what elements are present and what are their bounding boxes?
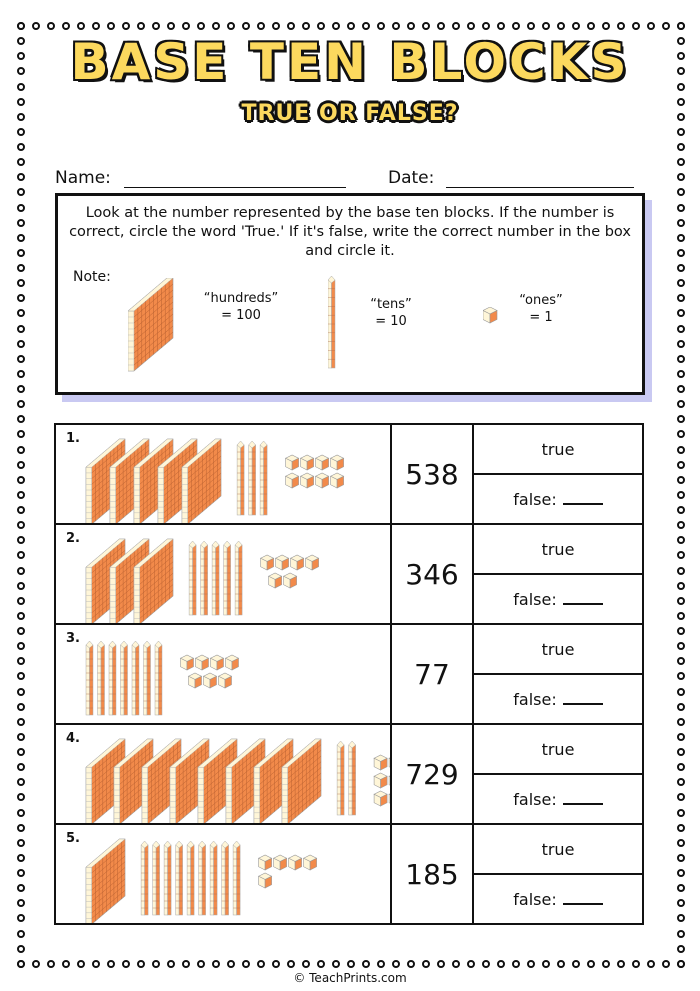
true-option[interactable]: [473, 724, 643, 774]
border-dot: [392, 22, 400, 30]
border-dot: [17, 294, 25, 302]
border-dot: [17, 461, 25, 469]
tens-legend: [363, 296, 419, 330]
border-dot: [332, 22, 340, 30]
border-dot: [17, 930, 25, 938]
border-dot: [392, 960, 400, 968]
border-dot: [497, 960, 505, 968]
blocks-cell: [55, 824, 391, 924]
dotted-border-bottom: [17, 960, 685, 968]
border-dot: [677, 884, 685, 892]
border-dot: [167, 960, 175, 968]
question-number: 2.: [66, 531, 80, 546]
tens-value: = 10: [375, 314, 407, 329]
true-label: true: [541, 839, 575, 859]
dotted-border-left: [17, 22, 25, 968]
border-dot: [677, 899, 685, 907]
border-dot: [17, 672, 25, 680]
name-label: Name:: [55, 168, 111, 188]
border-dot: [107, 22, 115, 30]
border-dot: [17, 158, 25, 166]
border-dot: [677, 355, 685, 363]
blocks-cell: [55, 524, 391, 624]
border-dot: [677, 839, 685, 847]
shown-number: 346: [391, 524, 473, 624]
border-dot: [17, 355, 25, 363]
true-option[interactable]: [473, 624, 643, 674]
copyright: © TeachPrints.com: [293, 971, 407, 985]
border-dot: [677, 960, 685, 968]
border-dot: [677, 657, 685, 665]
true-label: true: [541, 639, 575, 659]
border-dot: [17, 809, 25, 817]
instructions-box: [55, 193, 645, 395]
border-dot: [677, 672, 685, 680]
border-dot: [677, 173, 685, 181]
border-dot: [362, 960, 370, 968]
dotted-border-top: [17, 22, 685, 30]
border-dot: [17, 839, 25, 847]
border-dot: [677, 627, 685, 635]
border-dot: [587, 22, 595, 30]
true-label: true: [541, 439, 575, 459]
border-dot: [137, 960, 145, 968]
base-ten-blocks-icon: [56, 525, 390, 623]
border-dot: [17, 884, 25, 892]
border-dot: [17, 219, 25, 227]
false-option[interactable]: [473, 574, 643, 624]
blocks-cell: [55, 424, 391, 524]
border-dot: [77, 22, 85, 30]
border-dot: [107, 960, 115, 968]
border-dot: [512, 22, 520, 30]
border-dot: [17, 960, 25, 968]
border-dot: [62, 22, 70, 30]
border-dot: [17, 748, 25, 756]
border-dot: [422, 960, 430, 968]
border-dot: [647, 960, 655, 968]
question-number: 3.: [66, 631, 80, 646]
question-number: 5.: [66, 831, 80, 846]
hundreds-name: “hundreds”: [203, 291, 279, 306]
border-dot: [17, 188, 25, 196]
border-dot: [257, 22, 265, 30]
border-dot: [182, 960, 190, 968]
border-dot: [17, 22, 25, 30]
border-dot: [677, 400, 685, 408]
border-dot: [242, 960, 250, 968]
border-dot: [512, 960, 520, 968]
border-dot: [467, 960, 475, 968]
border-dot: [287, 960, 295, 968]
questions-table: [54, 423, 644, 925]
border-dot: [677, 476, 685, 484]
border-dot: [17, 234, 25, 242]
border-dot: [677, 612, 685, 620]
worksheet-subtitle: TRUE OR FALSE?: [241, 101, 459, 126]
question-row: [55, 824, 643, 874]
true-option[interactable]: [473, 824, 643, 874]
false-label: false:: [513, 789, 557, 809]
border-dot: [677, 536, 685, 544]
false-option[interactable]: [473, 874, 643, 924]
border-dot: [17, 703, 25, 711]
border-dot: [452, 22, 460, 30]
blocks-cell: [55, 624, 391, 724]
hundreds-value: = 100: [221, 308, 261, 323]
shown-number: 185: [391, 824, 473, 924]
border-dot: [602, 960, 610, 968]
border-dot: [62, 960, 70, 968]
border-dot: [122, 22, 130, 30]
tens-name: “tens”: [370, 297, 412, 312]
border-dot: [17, 763, 25, 771]
border-dot: [422, 22, 430, 30]
instructions-text: Look at the number represented by the base ten blocks. If the number is correct, circle the word 'True.' If it's false, write the correct number in the box and circle it.: [69, 205, 631, 259]
border-dot: [377, 960, 385, 968]
question-row: [55, 624, 643, 674]
border-dot: [32, 22, 40, 30]
border-dot: [122, 960, 130, 968]
border-dot: [17, 582, 25, 590]
border-dot: [17, 249, 25, 257]
border-dot: [152, 960, 160, 968]
question-row: [55, 424, 643, 474]
true-option[interactable]: [473, 424, 643, 474]
false-option[interactable]: [473, 474, 643, 524]
border-dot: [587, 960, 595, 968]
border-dot: [17, 688, 25, 696]
border-dot: [272, 22, 280, 30]
name-field[interactable]: [55, 168, 346, 188]
border-dot: [17, 325, 25, 333]
border-dot: [347, 22, 355, 30]
border-dot: [572, 22, 580, 30]
border-dot: [17, 869, 25, 877]
border-dot: [287, 22, 295, 30]
shown-number: 538: [391, 424, 473, 524]
border-dot: [17, 718, 25, 726]
ones-cube-icon: [483, 307, 499, 325]
border-dot: [677, 733, 685, 741]
border-dot: [677, 325, 685, 333]
border-dot: [542, 22, 550, 30]
border-dot: [212, 22, 220, 30]
border-dot: [452, 960, 460, 968]
border-dot: [17, 264, 25, 272]
border-dot: [677, 279, 685, 287]
border-dot: [17, 567, 25, 575]
false-label: false:: [513, 889, 557, 909]
border-dot: [47, 960, 55, 968]
border-dot: [17, 400, 25, 408]
answer-blank[interactable]: [563, 903, 603, 905]
border-dot: [617, 960, 625, 968]
dotted-border-right: [677, 22, 685, 968]
border-dot: [77, 960, 85, 968]
border-dot: [557, 22, 565, 30]
border-dot: [17, 854, 25, 862]
border-dot: [317, 960, 325, 968]
border-dot: [332, 960, 340, 968]
border-dot: [677, 234, 685, 242]
border-dot: [17, 945, 25, 953]
border-dot: [482, 22, 490, 30]
ones-value: = 1: [529, 310, 553, 325]
border-dot: [17, 430, 25, 438]
name-line[interactable]: [124, 169, 346, 188]
border-dot: [677, 158, 685, 166]
true-option[interactable]: [473, 524, 643, 574]
border-dot: [677, 22, 685, 30]
border-dot: [677, 688, 685, 696]
blocks-cell: [55, 724, 391, 824]
date-line[interactable]: [446, 169, 634, 188]
border-dot: [167, 22, 175, 30]
border-dot: [677, 204, 685, 212]
border-dot: [527, 960, 535, 968]
question-number: 1.: [66, 431, 80, 446]
base-ten-blocks-icon: [56, 725, 390, 823]
border-dot: [677, 491, 685, 499]
tens-rod-icon: [328, 276, 336, 370]
border-dot: [677, 446, 685, 454]
false-label: false:: [513, 689, 557, 709]
border-dot: [437, 960, 445, 968]
border-dot: [677, 294, 685, 302]
border-dot: [677, 309, 685, 317]
border-dot: [92, 960, 100, 968]
border-dot: [557, 960, 565, 968]
border-dot: [317, 22, 325, 30]
shown-number: 729: [391, 724, 473, 824]
border-dot: [677, 385, 685, 393]
border-dot: [632, 22, 640, 30]
ones-legend: [513, 292, 569, 326]
note-label: Note:: [73, 269, 111, 285]
border-dot: [47, 22, 55, 30]
border-dot: [212, 960, 220, 968]
border-dot: [17, 446, 25, 454]
border-dot: [32, 960, 40, 968]
border-dot: [617, 22, 625, 30]
false-label: false:: [513, 589, 557, 609]
answer-blank[interactable]: [563, 503, 603, 505]
border-dot: [677, 567, 685, 575]
border-dot: [647, 22, 655, 30]
border-dot: [17, 657, 25, 665]
border-dot: [572, 960, 580, 968]
border-dot: [677, 854, 685, 862]
border-dot: [677, 703, 685, 711]
border-dot: [677, 793, 685, 801]
false-option[interactable]: [473, 774, 643, 824]
border-dot: [677, 763, 685, 771]
border-dot: [17, 173, 25, 181]
border-dot: [17, 778, 25, 786]
border-dot: [257, 960, 265, 968]
ones-name: “ones”: [519, 293, 563, 308]
border-dot: [17, 824, 25, 832]
border-dot: [677, 809, 685, 817]
border-dot: [17, 506, 25, 514]
question-row: [55, 724, 643, 774]
border-dot: [677, 506, 685, 514]
answer-blank[interactable]: [563, 703, 603, 705]
border-dot: [17, 627, 25, 635]
border-dot: [17, 521, 25, 529]
border-dot: [17, 793, 25, 801]
border-dot: [362, 22, 370, 30]
border-dot: [17, 491, 25, 499]
border-dot: [677, 869, 685, 877]
border-dot: [677, 945, 685, 953]
border-dot: [17, 279, 25, 287]
border-dot: [677, 824, 685, 832]
border-dot: [542, 960, 550, 968]
border-dot: [677, 143, 685, 151]
hundreds-block-icon: [128, 278, 175, 373]
border-dot: [602, 22, 610, 30]
date-label: Date:: [388, 168, 435, 188]
border-dot: [17, 204, 25, 212]
border-dot: [242, 22, 250, 30]
border-dot: [467, 22, 475, 30]
answer-blank[interactable]: [563, 803, 603, 805]
border-dot: [677, 597, 685, 605]
border-dot: [302, 22, 310, 30]
question-row: [55, 524, 643, 574]
border-dot: [677, 778, 685, 786]
border-dot: [197, 22, 205, 30]
answer-blank[interactable]: [563, 603, 603, 605]
border-dot: [347, 960, 355, 968]
border-dot: [437, 22, 445, 30]
border-dot: [677, 188, 685, 196]
border-dot: [677, 430, 685, 438]
border-dot: [17, 536, 25, 544]
border-dot: [302, 960, 310, 968]
date-field[interactable]: [388, 168, 634, 188]
hundreds-legend: [198, 290, 284, 324]
border-dot: [677, 461, 685, 469]
border-dot: [677, 370, 685, 378]
border-dot: [17, 309, 25, 317]
true-label: true: [541, 539, 575, 559]
base-ten-blocks-icon: [56, 825, 390, 923]
border-dot: [197, 960, 205, 968]
border-dot: [677, 249, 685, 257]
border-dot: [482, 960, 490, 968]
border-dot: [92, 22, 100, 30]
border-dot: [227, 22, 235, 30]
border-dot: [677, 914, 685, 922]
border-dot: [17, 733, 25, 741]
shown-number: 77: [391, 624, 473, 724]
border-dot: [17, 642, 25, 650]
border-dot: [662, 960, 670, 968]
false-option[interactable]: [473, 674, 643, 724]
border-dot: [677, 264, 685, 272]
border-dot: [677, 748, 685, 756]
border-dot: [677, 219, 685, 227]
base-ten-blocks-icon: [56, 625, 390, 723]
border-dot: [137, 22, 145, 30]
border-dot: [17, 143, 25, 151]
border-dot: [677, 521, 685, 529]
base-ten-blocks-icon: [56, 425, 390, 523]
border-dot: [497, 22, 505, 30]
border-dot: [272, 960, 280, 968]
border-dot: [17, 899, 25, 907]
border-dot: [407, 22, 415, 30]
border-dot: [17, 415, 25, 423]
border-dot: [677, 642, 685, 650]
border-dot: [632, 960, 640, 968]
border-dot: [17, 128, 25, 136]
border-dot: [662, 22, 670, 30]
border-dot: [17, 612, 25, 620]
border-dot: [377, 22, 385, 30]
border-dot: [677, 551, 685, 559]
border-dot: [182, 22, 190, 30]
border-dot: [17, 340, 25, 348]
border-dot: [677, 930, 685, 938]
border-dot: [677, 718, 685, 726]
border-dot: [677, 128, 685, 136]
false-label: false:: [513, 489, 557, 509]
border-dot: [407, 960, 415, 968]
border-dot: [17, 385, 25, 393]
border-dot: [527, 22, 535, 30]
question-number: 4.: [66, 731, 80, 746]
border-dot: [17, 597, 25, 605]
worksheet-title: BASE TEN BLOCKS: [70, 33, 630, 91]
border-dot: [152, 22, 160, 30]
border-dot: [677, 340, 685, 348]
border-dot: [677, 415, 685, 423]
border-dot: [17, 914, 25, 922]
border-dot: [17, 476, 25, 484]
border-dot: [677, 582, 685, 590]
border-dot: [227, 960, 235, 968]
border-dot: [17, 370, 25, 378]
true-label: true: [541, 739, 575, 759]
border-dot: [17, 551, 25, 559]
